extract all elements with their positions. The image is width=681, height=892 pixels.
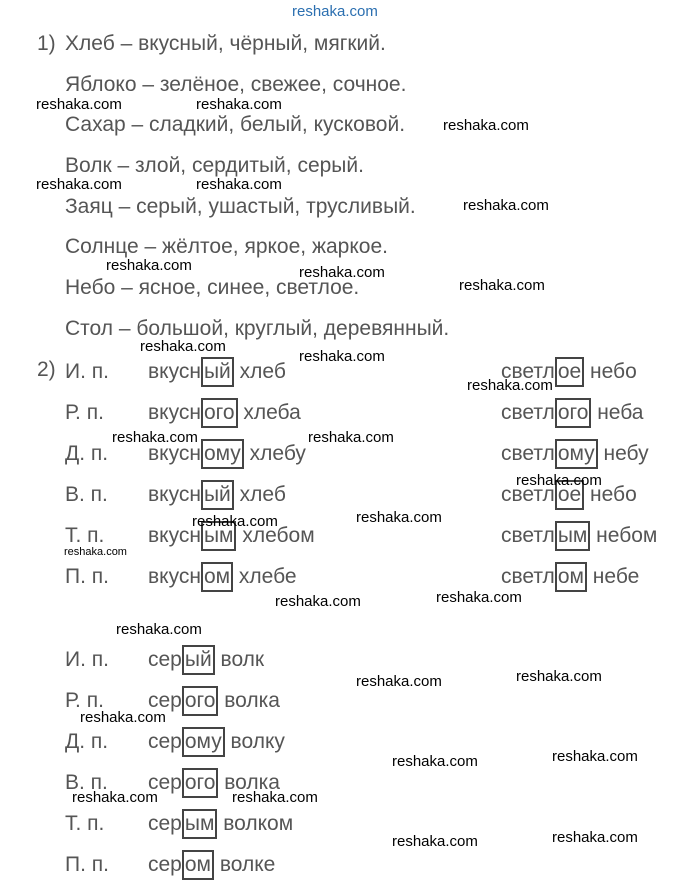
word-stem: вкусн [148, 565, 201, 588]
sentence-line: Стол – большой, круглый, деревянный. [65, 317, 450, 340]
noun: волк [214, 648, 265, 671]
watermark: reshaka.com [516, 668, 602, 685]
watermark: reshaka.com [308, 429, 394, 446]
adjective-noun-pair [501, 400, 643, 428]
watermark: reshaka.com [72, 789, 158, 806]
case-label: Д. п. [65, 730, 109, 753]
case-label: В. п. [65, 483, 108, 506]
ending-box: ый [201, 480, 234, 510]
noun: небе [586, 565, 640, 588]
ending-box: ого [182, 686, 219, 716]
case-label: Д. п. [65, 442, 109, 465]
adjective-noun-pair [148, 852, 275, 880]
noun: хлебе [233, 565, 297, 588]
noun: волка [218, 771, 280, 794]
watermark: reshaka.com [356, 509, 442, 526]
watermark: reshaka.com [112, 429, 198, 446]
case-label: В. п. [65, 771, 108, 794]
watermark: reshaka.com [196, 176, 282, 193]
adjective-noun-pair [148, 564, 297, 592]
watermark: reshaka.com [299, 264, 385, 281]
word-stem: светл [501, 442, 555, 465]
word-stem: светл [501, 401, 555, 424]
sentence-line: Яблоко – зелёное, свежее, сочное. [65, 73, 407, 96]
watermark: reshaka.com [192, 513, 278, 530]
case-label: Т. п. [65, 524, 105, 547]
adjective-noun-pair [501, 564, 639, 592]
noun: небо [584, 483, 637, 506]
ending-box: ым [182, 809, 218, 839]
case-row [0, 400, 681, 430]
case-row [0, 564, 681, 594]
case-label: Р. п. [65, 401, 104, 424]
watermark: reshaka.com [36, 96, 122, 113]
watermark: reshaka.com [140, 338, 226, 355]
ending-box: ым [201, 521, 237, 551]
case-label: П. п. [65, 565, 109, 588]
adjective-noun-pair [501, 441, 649, 469]
ending-box: ое [555, 357, 584, 387]
watermark: reshaka.com [275, 593, 361, 610]
adjective-noun-pair [501, 523, 657, 551]
watermark: reshaka.com [356, 673, 442, 690]
word-stem: вкусн [148, 483, 201, 506]
word-stem: светл [501, 360, 555, 383]
watermark: reshaka.com [80, 709, 166, 726]
watermark: reshaka.com [299, 348, 385, 365]
watermark: reshaka.com [392, 833, 478, 850]
word-stem: сер [148, 853, 182, 876]
sentence-line: Сахар – сладкий, белый, кусковой. [65, 113, 406, 136]
word-stem: сер [148, 812, 182, 835]
sentence-line: Волк – злой, сердитый, серый. [65, 154, 364, 177]
watermark: reshaka.com [516, 472, 602, 489]
sentence-line: Заяц – серый, ушастый, трусливый. [65, 195, 416, 218]
noun: волке [213, 853, 276, 876]
sentence-line: Солнце – жёлтое, яркое, жаркое. [65, 235, 388, 258]
adjective-noun-pair [148, 359, 286, 387]
adjective-noun-pair [148, 688, 280, 716]
ending-box: ому [555, 439, 598, 469]
noun: хлебу [243, 442, 306, 465]
watermark: reshaka.com [106, 257, 192, 274]
watermark: reshaka.com [459, 277, 545, 294]
case-label: Т. п. [65, 812, 105, 835]
adjective-noun-pair [148, 400, 301, 428]
case-label: Р. п. [65, 689, 104, 712]
word-stem: сер [148, 689, 182, 712]
word-stem: вкусн [148, 401, 201, 424]
adjective-noun-pair [148, 647, 264, 675]
noun: волку [224, 730, 285, 753]
word-stem: вкусн [148, 442, 201, 465]
ending-box: ом [201, 562, 233, 592]
watermark: reshaka.com [116, 621, 202, 638]
word-stem: сер [148, 771, 182, 794]
ending-box: ый [182, 645, 215, 675]
noun: хлеб [233, 360, 286, 383]
exercise-number-2: 2) [37, 358, 56, 381]
watermark: reshaka.com [64, 546, 127, 558]
sentence-line: Небо – ясное, синее, светлое. [65, 276, 360, 299]
case-label: П. п. [65, 853, 109, 876]
watermark: reshaka.com [436, 589, 522, 606]
noun: хлебом [236, 524, 315, 547]
case-label: И. п. [65, 360, 109, 383]
word-stem: вкусн [148, 524, 201, 547]
ending-box: ом [182, 850, 214, 880]
exercise-number-1: 1) [37, 32, 56, 55]
watermark: reshaka.com [36, 176, 122, 193]
watermark: reshaka.com [463, 197, 549, 214]
noun: волком [217, 812, 294, 835]
noun: неба [591, 401, 644, 424]
watermark: reshaka.com [232, 789, 318, 806]
noun: небом [590, 524, 658, 547]
watermark: reshaka.com [196, 96, 282, 113]
watermark: reshaka.com [552, 829, 638, 846]
noun: небо [584, 360, 637, 383]
ending-box: ое [555, 480, 584, 510]
watermark: reshaka.com [552, 748, 638, 765]
watermark: reshaka.com [443, 117, 529, 134]
adjective-noun-pair [148, 729, 285, 757]
watermark: reshaka.com [467, 377, 553, 394]
case-row [0, 852, 681, 882]
adjective-noun-pair [148, 482, 286, 510]
word-stem: вкусн [148, 360, 201, 383]
watermark-top: reshaka.com [292, 3, 378, 20]
ending-box: ом [555, 562, 587, 592]
word-stem: сер [148, 648, 182, 671]
ending-box: ый [201, 357, 234, 387]
word-stem: светл [501, 565, 555, 588]
ending-box: ым [555, 521, 591, 551]
noun: небу [597, 442, 649, 465]
case-label: И. п. [65, 648, 109, 671]
ending-box: ого [182, 768, 219, 798]
ending-box: ому [182, 727, 225, 757]
word-stem: светл [501, 483, 555, 506]
noun: хлеб [233, 483, 286, 506]
word-stem: светл [501, 524, 555, 547]
adjective-noun-pair [148, 811, 293, 839]
ending-box: ому [201, 439, 244, 469]
word-stem: сер [148, 730, 182, 753]
ending-box: ого [555, 398, 592, 428]
watermark: reshaka.com [392, 753, 478, 770]
ending-box: ого [201, 398, 238, 428]
noun: волка [218, 689, 280, 712]
noun: хлеба [237, 401, 301, 424]
sentence-line: Хлеб – вкусный, чёрный, мягкий. [65, 32, 386, 55]
